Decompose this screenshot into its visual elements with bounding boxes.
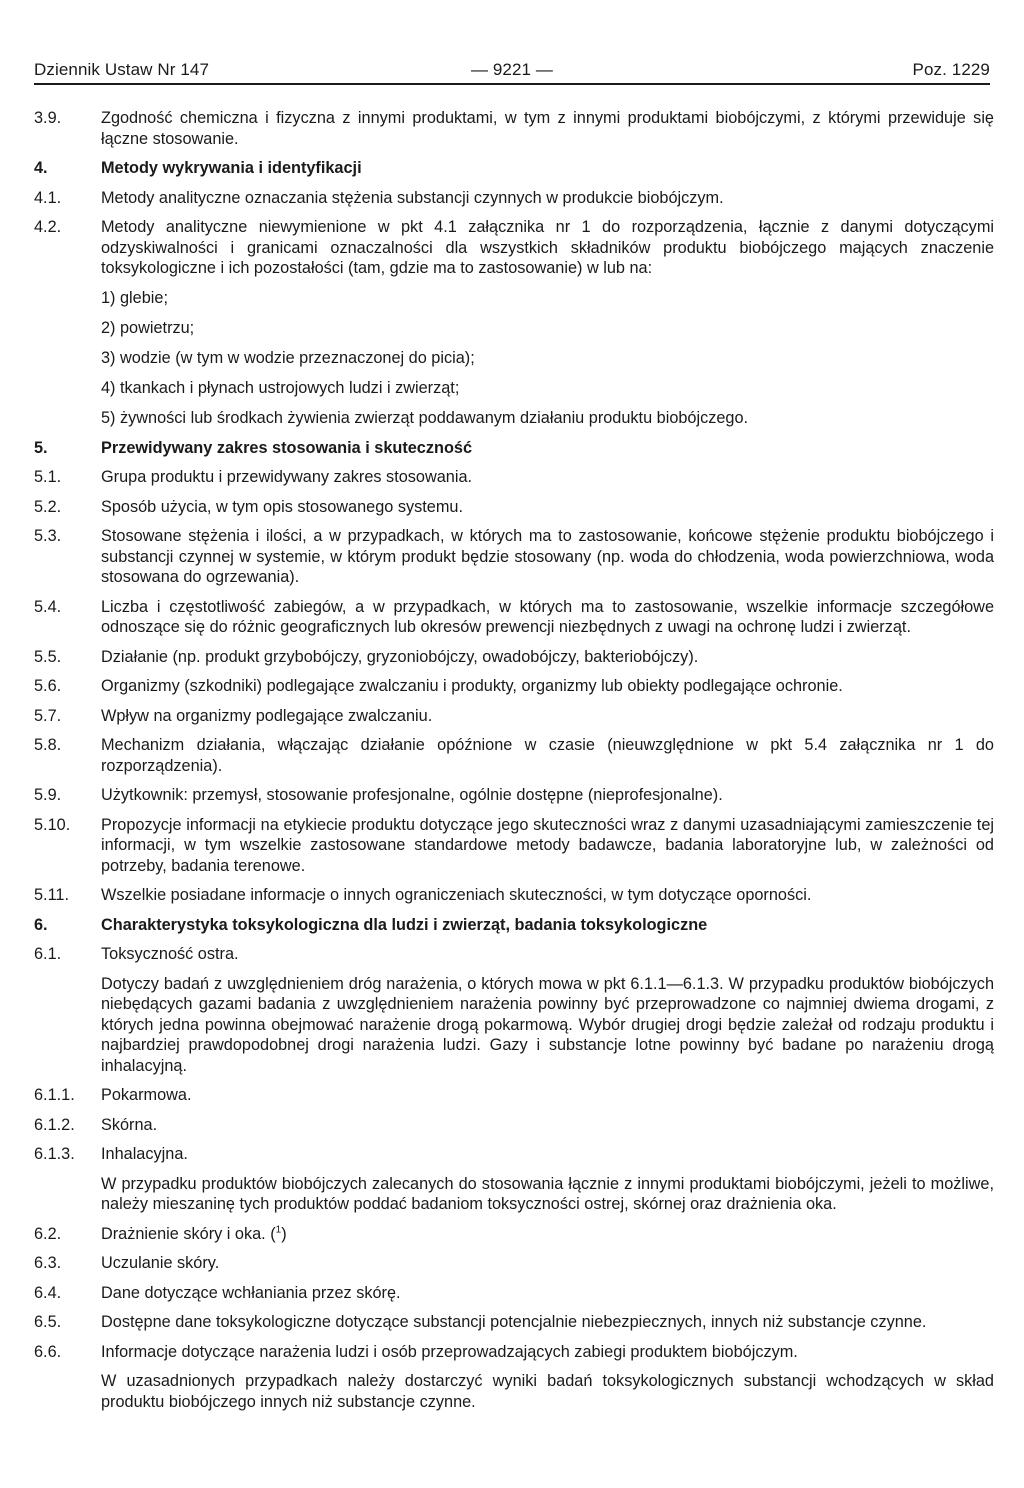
section-number: 6. (34, 915, 48, 934)
section-text (101, 1224, 994, 1245)
section-number: 5.5. (34, 647, 62, 666)
position-number: Poz. 1229 (912, 60, 990, 79)
list-item: 1) glebie; (101, 288, 168, 307)
section-heading: Metody wykrywania i identyfikacji (101, 159, 362, 177)
section-text: Skórna. (101, 1115, 158, 1134)
section-text: Metody analityczne niewymienione w pkt 4.1 załącznika nr 1 do rozporządzenia, łącznie z danymi dotyczącymi odzyskiwalności i granicami oznaczalności dla wszystkich składników produktu biobójczego mających znaczenie toksykologiczne i ich pozostałości (tam, gdzie ma to zastosowanie) w lub na: (101, 218, 994, 277)
section-5-1 (34, 467, 994, 488)
section-text: Wszelkie posiadane informacje o innych ograniczeniach skuteczności, w tym dotyczące oporności. (101, 886, 812, 904)
section-text: Inhalacyjna. (101, 1145, 188, 1163)
section-number: 6.3. (34, 1254, 62, 1272)
section-number: 5.3. (34, 527, 62, 545)
section-number: 6.1. (34, 945, 62, 963)
section-5-8 (34, 735, 994, 776)
section-number: 6.4. (34, 1283, 62, 1302)
section-6-1 (34, 944, 994, 965)
section-number: 4.2. (34, 218, 62, 236)
section-6-heading (34, 915, 994, 936)
section-heading: Przewidywany zakres stosowania i skuteczność (101, 438, 473, 457)
section-heading: Charakterystyka toksykologiczna dla ludzi i zwierząt, badania toksykologiczne (101, 915, 708, 934)
section-6-2 (34, 1224, 994, 1245)
section-text: Propozycje informacji na etykiecie produktu dotyczące jego skuteczności wraz z danymi uzasadniającymi zamieszczenie tej informacji, w tym wszelkie zastosowane standardowe metody badawcze, badania laboratoryjne lub, w zależności od potrzeby, badania terenowe. (101, 815, 994, 875)
section-number: 6.1.2. (34, 1115, 75, 1134)
section-6-4 (34, 1283, 994, 1304)
section-number: 6.5. (34, 1313, 62, 1331)
section-number: 3.9. (34, 109, 62, 127)
section-number: 5.6. (34, 677, 62, 695)
section-6-1-3-paragraph: W przypadku produktów biobójczych zalecanych do stosowania łącznie z innymi produktami biobójczymi, jeżeli to możliwe, należy mieszaninę tych produktów poddać badaniom toksyczności ostrej, skórnej oraz drażnienia oka. (101, 1174, 994, 1213)
section-text: Uczulanie skóry. (101, 1254, 220, 1272)
section-3-9 (34, 108, 994, 149)
section-number: 5.10. (34, 815, 71, 834)
footnote-ref[interactable]: 1 (275, 1224, 282, 1236)
section-number: 6.6. (34, 1342, 62, 1361)
section-5-heading (34, 438, 994, 459)
section-text: Mechanizm działania, włączając działanie opóźnione w czasie (nieuwzględnione w pkt 5.4 załącznika nr 1 do rozporządzenia). (101, 736, 994, 775)
section-6-1-paragraph: Dotyczy badań z uwzględnieniem dróg narażenia, o których mowa w pkt 6.1.1—6.1.3. W przypadku produktów biobójczych niebędących gazami badania z uwzględnieniem narażenia powinny być przeprowadzone co najmniej dwiema drogami, z których jedna powinna obejmować narażenie drogą pokarmową. Wybór drugiej drogi będzie zależał od rodzaju produktu i najbardziej prawdopodobnej drogi narażenia ludzi. Gazy i substancje lotne powinny być badane po narażeniu drogą inhalacyjną. (101, 974, 994, 1075)
section-text: Toksyczność ostra. (101, 945, 239, 963)
section-text: Liczba i częstotliwość zabiegów, a w przypadkach, w których ma to zastosowanie, wszelkie informacje szczegółowe odnoszące się do różnic geograficznych lub okresów prewencji niezbędnych z uwagi na ochronę ludzi i zwierząt. (101, 597, 994, 636)
section-5-6 (34, 676, 994, 697)
section-4-1 (34, 188, 994, 209)
section-5-4 (34, 597, 994, 638)
section-number: 5. (34, 438, 48, 457)
section-6-1-3 (34, 1144, 994, 1165)
section-5-7 (34, 706, 994, 727)
section-number: 6.2. (34, 1224, 62, 1243)
section-text: Zgodność chemiczna i fizyczna z innymi produktami, w tym z innymi produktami biobójczymi, z którymi przewiduje się łączne stosowanie. (101, 109, 994, 148)
section-number: 6.1.3. (34, 1145, 75, 1163)
section-text: Metody analityczne oznaczania stężenia substancji czynnych w produkcie biobójczym. (101, 188, 724, 207)
section-text: Grupa produktu i przewidywany zakres stosowania. (101, 468, 473, 486)
section-text-main: Drażnienie skóry i oka. ( (101, 1224, 276, 1243)
section-text: Użytkownik: przemysł, stosowanie profesjonalne, ogólnie dostępne (nieprofesjonalne). (101, 786, 723, 804)
section-5-9 (34, 785, 994, 806)
list-item: 3) wodzie (w tym w wodzie przeznaczonej do picia); (101, 348, 475, 367)
list-item: 4) tkankach i płynach ustrojowych ludzi i zwierząt; (101, 378, 460, 397)
section-number: 5.7. (34, 706, 62, 725)
section-text: Działanie (np. produkt grzybobójczy, gryzoniobójczy, owadobójczy, bakteriobójczy). (101, 647, 699, 666)
section-5-3 (34, 526, 994, 588)
section-6-3 (34, 1253, 994, 1274)
section-text: Wpływ na organizmy podlegające zwalczaniu. (101, 706, 433, 725)
section-number: 5.1. (34, 468, 62, 486)
section-number: 5.8. (34, 736, 62, 754)
page-header (34, 60, 990, 80)
section-6-1-1 (34, 1085, 994, 1106)
section-number: 4. (34, 159, 48, 177)
section-text: Sposób użycia, w tym opis stosowanego systemu. (101, 497, 463, 516)
section-number: 5.2. (34, 497, 62, 516)
section-text: Stosowane stężenia i ilości, a w przypadkach, w których ma to zastosowanie, końcowe stężenie produktu biobójczego i substancji czynnej w systemie, w którym produkt będzie stosowany (np. woda do chłodzenia, woda powierzchniowa, woda stosowana do ogrzewania). (101, 527, 994, 586)
section-number: 6.1.1. (34, 1086, 75, 1104)
section-number: 5.4. (34, 597, 62, 616)
section-text: Informacje dotyczące narażenia ludzi i osób przeprowadzających zabiegi produktem biobójczym. (101, 1342, 798, 1361)
header-rule (34, 83, 990, 85)
section-number: 4.1. (34, 188, 62, 207)
section-text-end: ) (281, 1224, 287, 1243)
section-text: Dostępne dane toksykologiczne dotyczące substancji potencjalnie niebezpiecznych, innych niż substancje czynne. (101, 1313, 927, 1331)
section-text: Dane dotyczące wchłaniania przez skórę. (101, 1283, 401, 1302)
section-4-heading (34, 158, 994, 179)
section-6-5 (34, 1312, 994, 1333)
section-6-6-paragraph: W uzasadnionych przypadkach należy dostarczyć wyniki badań toksykologicznych substancji wchodzących w skład produktu biobójczego innych niż substancje czynne. (101, 1372, 994, 1411)
section-number: 5.9. (34, 786, 62, 804)
section-number: 5.11. (34, 886, 70, 904)
journal-title: Dziennik Ustaw Nr 147 (34, 60, 209, 79)
list-item: 5) żywności lub środkach żywienia zwierząt poddawanym działaniu produktu biobójczego. (101, 408, 749, 427)
list-item: 2) powietrzu; (101, 318, 195, 337)
section-5-2 (34, 497, 994, 518)
section-6-1-2 (34, 1115, 994, 1136)
section-6-6 (34, 1342, 994, 1363)
document-body (34, 108, 994, 1421)
section-4-2 (34, 217, 994, 279)
section-text: Pokarmowa. (101, 1086, 192, 1104)
section-5-5 (34, 647, 994, 668)
section-5-10 (34, 815, 994, 877)
page-number: — 9221 — (470, 60, 554, 79)
section-5-11 (34, 885, 994, 906)
section-text: Organizmy (szkodniki) podlegające zwalczaniu i produkty, organizmy lub obiekty podlegające ochronie. (101, 677, 843, 695)
